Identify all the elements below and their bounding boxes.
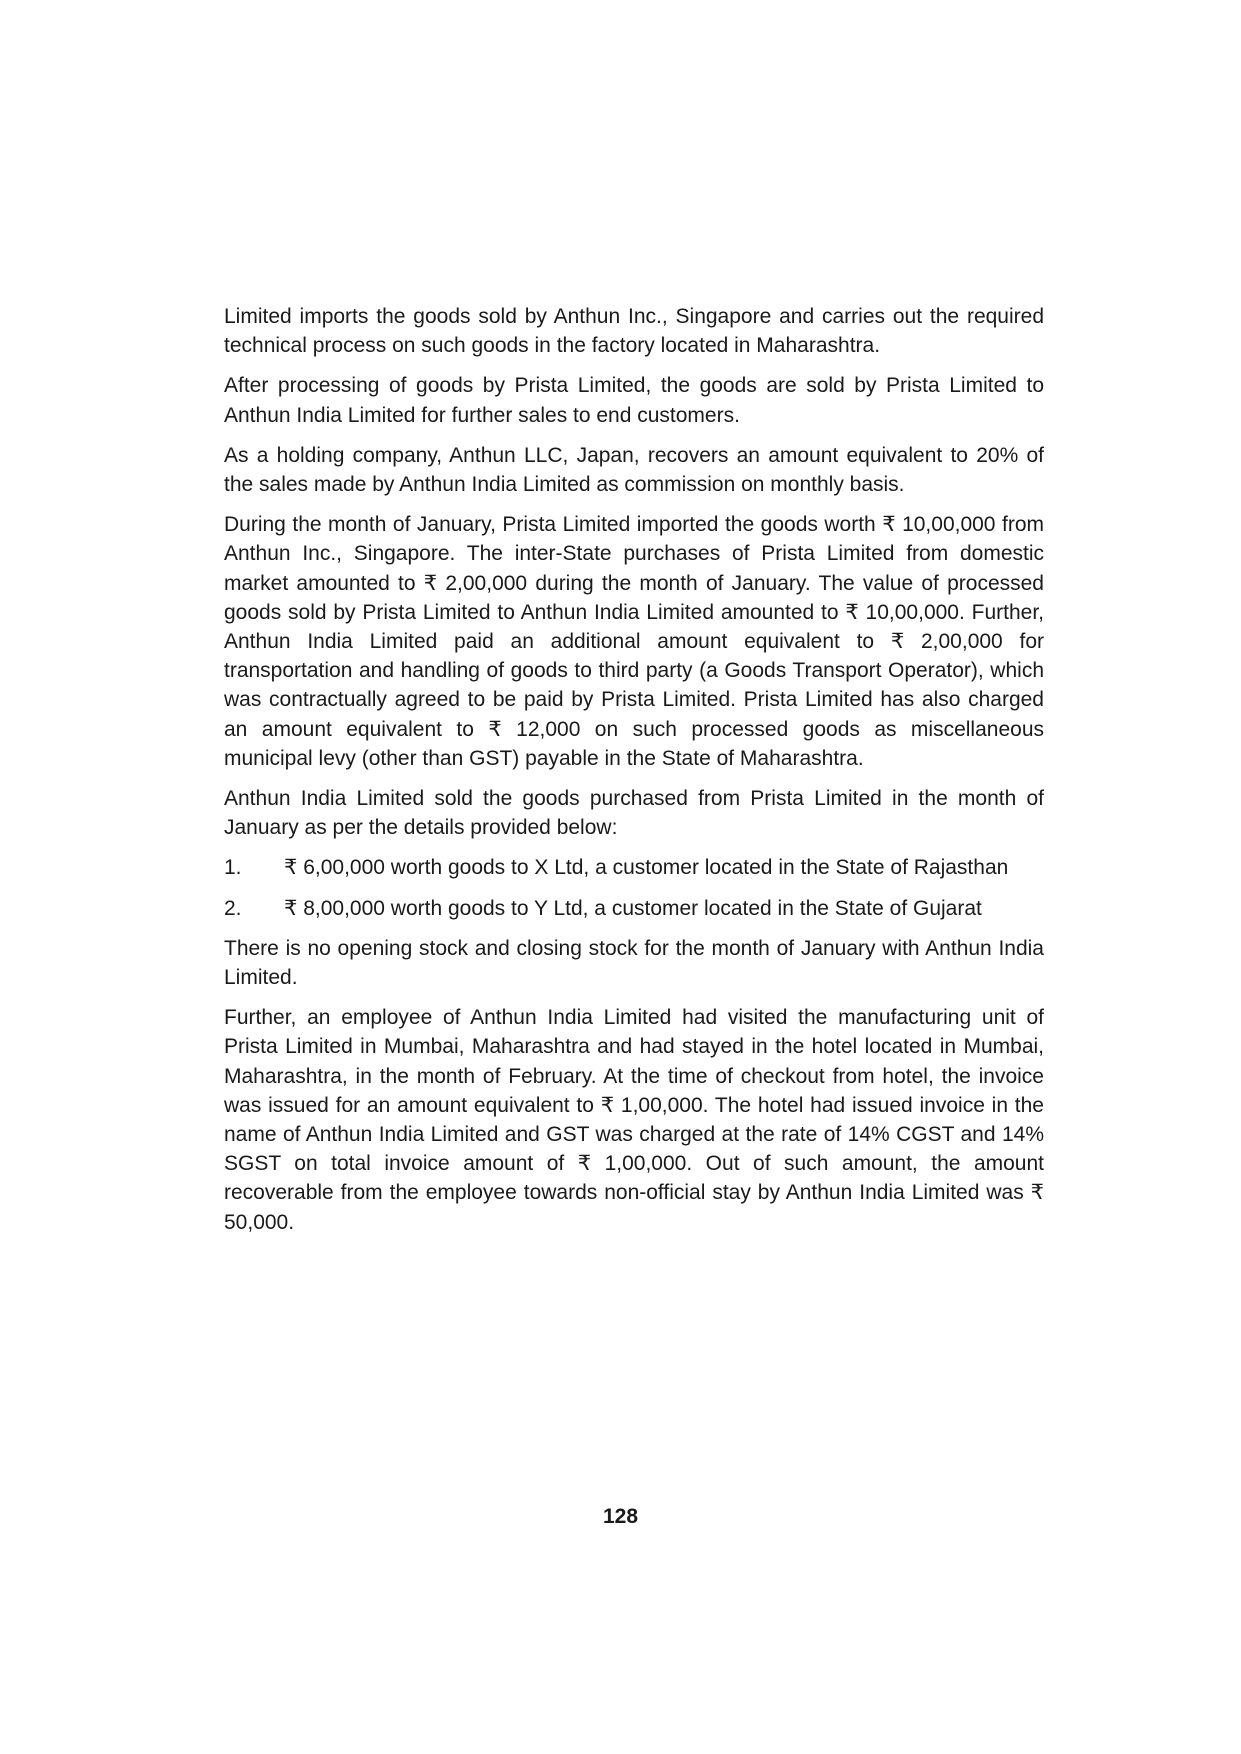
list-item-number: 2. xyxy=(224,896,242,920)
paragraph-january-transactions: During the month of January, Prista Limited imported the goods worth ₹ 10,00,000 from Anthun Inc., Singapore. The inter-State purchases of Prista Limited from domestic market amounted to ₹ 2,00,000 during the month of January. The value of processed goods sold by Prista Limited to Anthun India Limited amounted to ₹ 10,00,000. Further, Anthun India Limited paid an additional amount equivalent to ₹ 2,00,000 for transportation and handling of goods to third party (a Goods Transport Operator), which was contractually agreed to be paid by Prista Limited. Prista Limited has also charged an amount equivalent to ₹ 12,000 on such processed goods as miscellaneous municipal levy (other than GST) payable in the State of Maharashtra. xyxy=(224,513,1044,770)
list-item xyxy=(224,853,1044,882)
paragraph-sales-intro: Anthun India Limited sold the goods purchased from Prista Limited in the month of January as per the details provided below: xyxy=(224,787,1044,840)
paragraph-hotel-stay: Further, an employee of Anthun India Limited had visited the manufacturing unit of Prista Limited in Mumbai, Maharashtra and had stayed in the hotel located in Mumbai, Maharashtra, in the month of February. At the time of checkout from hotel, the invoice was issued for an amount equivalent to ₹ 1,00,000. The hotel had issued invoice in the name of Anthun India Limited and GST was charged at the rate of 14% CGST and 14% SGST on total invoice amount of ₹ 1,00,000. Out of such amount, the amount recoverable from the employee towards non-official stay by Anthun India Limited was ₹ 50,000. xyxy=(224,1006,1044,1234)
page-body xyxy=(224,302,1044,1248)
paragraph-stock: There is no opening stock and closing stock for the month of January with Anthun India Limited. xyxy=(224,936,1044,990)
list-item-text: ₹ 8,00,000 worth goods to Y Ltd, a customer located in the State of Gujarat xyxy=(284,896,982,920)
sales-list xyxy=(224,853,1044,922)
page-number: 128 xyxy=(602,1505,639,1528)
list-item-text: ₹ 6,00,000 worth goods to X Ltd, a customer located in the State of Rajasthan xyxy=(284,856,1009,880)
paragraph-processing-sales: After processing of goods by Prista Limited, the goods are sold by Prista Limited to Anthun India Limited for further sales to end customers. xyxy=(224,374,1044,427)
list-item xyxy=(224,894,1044,923)
paragraph-holding-commission: As a holding company, Anthun LLC, Japan, recovers an amount equivalent to 20% of the sales made by Anthun India Limited as commission on monthly basis. xyxy=(224,443,1044,497)
list-item-number: 1. xyxy=(224,856,242,880)
paragraph-import-process: Limited imports the goods sold by Anthun Inc., Singapore and carries out the required technical process on such goods in the factory located in Maharashtra. xyxy=(224,305,1044,358)
